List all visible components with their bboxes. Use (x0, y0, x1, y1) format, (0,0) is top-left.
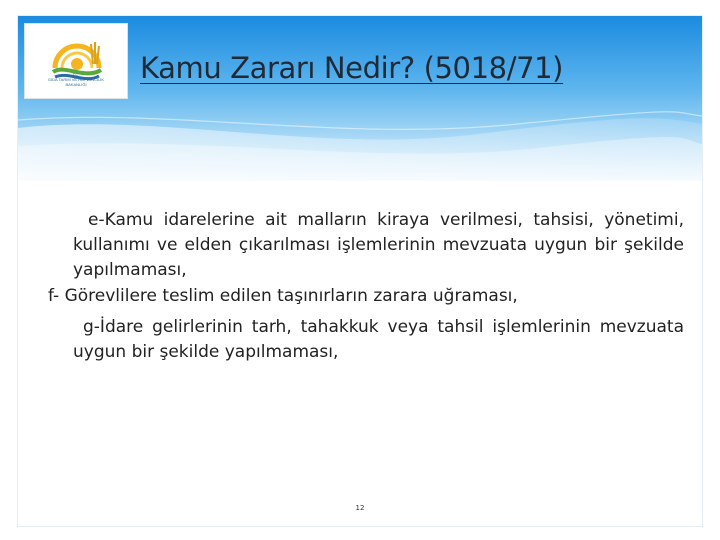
slide-body (48, 208, 684, 365)
logo-line-2: GIDA TARIM VE HAYVANCILIK (47, 77, 105, 82)
logo-line-1: T.C. (72, 72, 80, 77)
ministry-logo (24, 23, 128, 99)
list-item-f: f- Görevlilere teslim edilen taşınırların zarara uğraması, (48, 286, 518, 306)
list-item-e: e-Kamu idarelerine ait malların kiraya verilmesi, tahsisi, yönetimi, kullanımı ve elden çıkarılması işlemlerinin mevzuata uygun bir şekilde yapılmaması, (73, 210, 684, 280)
page-number: 12 (355, 504, 365, 512)
slide-title: Kamu Zararı Nedir? (5018/71) (140, 51, 564, 85)
list-item-g: g-İdare gelirlerinin tarh, tahakkuk veya tahsil işlemlerinin mevzuata uygun bir şekilde yapılmaması, (73, 317, 684, 362)
logo-line-3: BAKANLIĞI (65, 82, 87, 87)
